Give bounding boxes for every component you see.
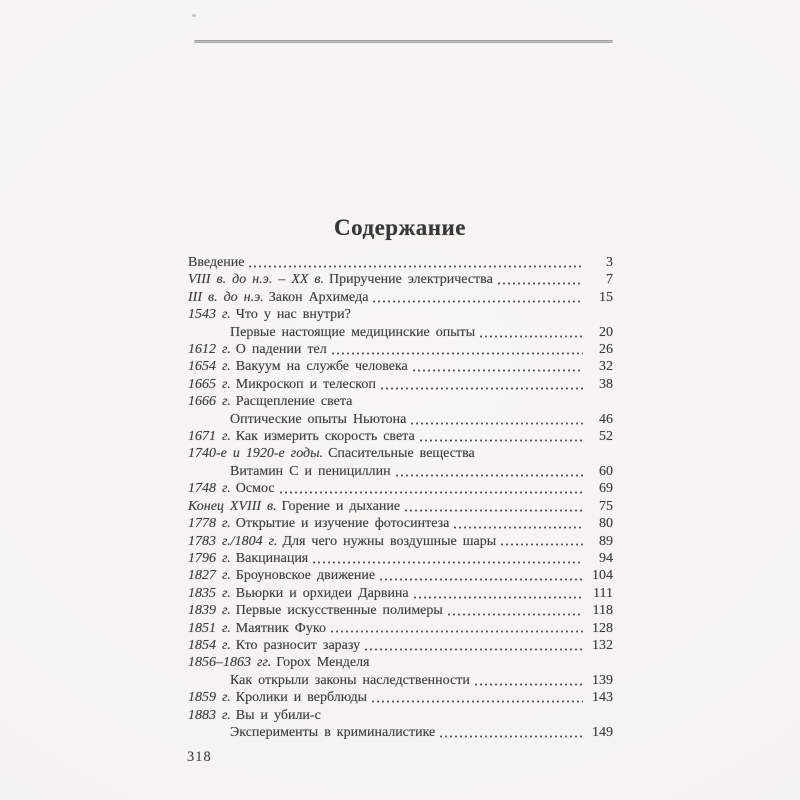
- toc-entry: [188, 341, 613, 358]
- toc-entry: [188, 637, 613, 654]
- entry-title: Витамин С и пенициллин: [230, 463, 391, 479]
- entry-title: Приручение электричества: [329, 272, 493, 288]
- dot-leader: [448, 613, 583, 616]
- toc-entry: [188, 358, 613, 375]
- entry-label: [188, 498, 400, 515]
- toc-list: [188, 254, 613, 741]
- entry-label: [230, 463, 391, 480]
- entry-label: [188, 515, 449, 532]
- entry-page-number: 20: [599, 324, 613, 340]
- entry-title: Кто разносит заразу: [235, 637, 361, 653]
- dot-leader: [440, 735, 583, 738]
- entry-title: Открытие и изучение фотосинтеза: [235, 516, 450, 532]
- dot-leader: [380, 578, 583, 581]
- toc-entry: [188, 411, 613, 428]
- entry-title: Что у нас внутри?: [235, 307, 351, 323]
- entry-label: [188, 567, 375, 584]
- entry-page-number: 69: [599, 481, 613, 497]
- toc-entry: [188, 620, 613, 637]
- entry-title: Введение: [188, 255, 245, 270]
- entry-date-prefix: 1665 г.: [188, 376, 231, 392]
- entry-title: Горох Менделя: [276, 655, 370, 671]
- toc-entry: [188, 689, 613, 706]
- entry-title: Первые настоящие медицинские опыты: [230, 324, 476, 340]
- entry-label: [230, 724, 435, 741]
- entry-label: [188, 480, 275, 497]
- entry-label: [188, 550, 308, 567]
- entry-page-number: 94: [599, 550, 613, 566]
- toc-entry: [188, 324, 613, 341]
- entry-page-number: 46: [599, 411, 613, 427]
- entry-title: Расщепление света: [235, 394, 353, 410]
- toc-entry: [188, 724, 613, 741]
- toc-entry: [188, 672, 613, 689]
- dot-leader: [498, 282, 583, 285]
- entry-date-prefix: 1740-е и 1920-е годы.: [188, 446, 324, 462]
- dot-leader: [413, 369, 583, 372]
- toc-entry: [188, 428, 613, 445]
- entry-label: [188, 689, 367, 706]
- dot-leader: [313, 561, 583, 564]
- entry-title: Вакуум на службе человека: [235, 359, 408, 375]
- dot-leader: [414, 596, 583, 599]
- toc-entry: [188, 445, 613, 462]
- dot-leader: [373, 300, 583, 303]
- toc-entry: [188, 654, 613, 671]
- entry-date-prefix: 1612 г.: [188, 342, 231, 358]
- dot-leader: [280, 491, 583, 494]
- dot-leader: [480, 335, 583, 338]
- entry-page-number: 118: [592, 603, 613, 619]
- dot-leader: [475, 683, 583, 686]
- entry-label: [188, 341, 327, 358]
- entry-title: Для чего нужны воздушные шары: [282, 533, 497, 549]
- entry-label: [188, 306, 351, 323]
- entry-title: О падении тел: [235, 342, 327, 358]
- entry-label: [230, 324, 475, 341]
- toc-entry: [188, 393, 613, 410]
- entry-page-number: 7: [606, 272, 613, 288]
- toc-entry: [188, 376, 613, 393]
- dot-leader: [381, 387, 583, 390]
- entry-date-prefix: 1859 г.: [188, 690, 231, 706]
- entry-date-prefix: 1543 г.: [188, 307, 231, 323]
- entry-page-number: 75: [599, 498, 613, 514]
- entry-page-number: 128: [592, 620, 613, 636]
- entry-title: Броуновское движение: [235, 568, 376, 584]
- entry-date-prefix: Конец XVIII в.: [188, 498, 277, 514]
- entry-label: [188, 376, 376, 393]
- scan-speck: [192, 14, 196, 17]
- entry-date-prefix: 1851 г.: [188, 620, 231, 636]
- toc-entry: [188, 602, 613, 619]
- entry-page-number: 132: [592, 637, 613, 653]
- entry-page-number: 15: [599, 289, 613, 305]
- entry-label: [188, 254, 244, 271]
- entry-title: Эксперименты в криминалистике: [230, 724, 436, 740]
- toc-entry: [188, 515, 613, 532]
- entry-date-prefix: III в. до н.э.: [188, 289, 264, 305]
- entry-label: [188, 271, 493, 288]
- dot-leader: [365, 648, 583, 651]
- entry-title: Осмос: [235, 481, 275, 497]
- entry-page-number: 3: [606, 255, 613, 270]
- dot-leader: [454, 526, 583, 529]
- entry-title: Спасительные вещества: [328, 446, 475, 462]
- entry-label: [188, 654, 370, 671]
- dot-leader: [396, 474, 583, 477]
- toc-entry: [188, 306, 613, 323]
- toc-entry: [188, 533, 613, 550]
- entry-page-number: 143: [592, 690, 613, 706]
- entry-title: Вьюрки и орхидеи Дарвина: [235, 585, 409, 601]
- entry-title: Первые искусственные полимеры: [235, 603, 443, 619]
- entry-label: [188, 445, 475, 462]
- entry-label: [188, 289, 368, 306]
- toc-entry: [188, 707, 613, 724]
- entry-date-prefix: 1854 г.: [188, 637, 231, 653]
- entry-date-prefix: 1856–1863 гг.: [188, 655, 272, 671]
- entry-date-prefix: 1778 г.: [188, 516, 231, 532]
- dot-leader: [420, 439, 583, 442]
- entry-date-prefix: 1783 г./1804 г.: [188, 533, 278, 549]
- entry-date-prefix: VIII в. до н.э. – XX в.: [188, 272, 324, 288]
- toc-title: Содержание: [334, 215, 466, 240]
- entry-title: Как открыли законы наследственности: [230, 672, 470, 688]
- toc-entry: [188, 567, 613, 584]
- entry-page-number: 149: [592, 724, 613, 740]
- dot-leader: [501, 543, 583, 546]
- entry-label: [188, 393, 352, 410]
- entry-label: [188, 358, 408, 375]
- top-rule: [194, 40, 613, 43]
- entry-label: [230, 672, 470, 689]
- entry-date-prefix: 1796 г.: [188, 550, 231, 566]
- entry-date-prefix: 1883 г.: [188, 707, 231, 723]
- entry-page-number: 104: [592, 568, 613, 584]
- entry-page-number: 32: [599, 359, 613, 375]
- entry-date-prefix: 1654 г.: [188, 359, 231, 375]
- entry-title: Вакцинация: [235, 550, 309, 566]
- entry-date-prefix: 1748 г.: [188, 481, 231, 497]
- entry-title: Как измерить скорость света: [235, 429, 415, 445]
- entry-date-prefix: 1835 г.: [188, 585, 231, 601]
- entry-label: [188, 620, 326, 637]
- entry-label: [188, 428, 415, 445]
- entry-date-prefix: 1827 г.: [188, 568, 231, 584]
- page-folio: 318: [187, 749, 212, 765]
- entry-title: Кролики и верблюды: [235, 690, 367, 706]
- entry-page-number: 60: [599, 463, 613, 479]
- entry-title: Микроскоп и телескоп: [235, 376, 376, 392]
- entry-label: [188, 707, 321, 724]
- entry-page-number: 52: [599, 429, 613, 445]
- toc-entry: [188, 463, 613, 480]
- toc-entry: [188, 585, 613, 602]
- dot-leader: [405, 509, 583, 512]
- dot-leader: [372, 700, 583, 703]
- entry-page-number: 139: [592, 672, 613, 688]
- entry-title: Маятник Фуко: [235, 620, 326, 636]
- entry-page-number: 38: [599, 376, 613, 392]
- dot-leader: [249, 265, 583, 268]
- toc-entry: [188, 254, 613, 271]
- entry-title: Закон Архимеда: [268, 289, 369, 305]
- entry-title: Вы и убили-с: [235, 707, 321, 723]
- entry-page-number: 89: [599, 533, 613, 549]
- entry-page-number: 80: [599, 516, 613, 532]
- entry-label: [188, 585, 409, 602]
- entry-page-number: 26: [599, 342, 613, 358]
- entry-label: [230, 411, 406, 428]
- entry-title: Оптические опыты Ньютона: [230, 411, 407, 427]
- toc-entry: [188, 271, 613, 288]
- entry-date-prefix: 1666 г.: [188, 394, 231, 410]
- dot-leader: [411, 422, 583, 425]
- entry-page-number: 111: [593, 585, 613, 601]
- toc-entry: [188, 289, 613, 306]
- entry-title: Горение и дыхание: [281, 498, 401, 514]
- entry-label: [188, 533, 496, 550]
- dot-leader: [332, 352, 583, 355]
- toc-entry: [188, 480, 613, 497]
- entry-label: [188, 637, 360, 654]
- toc-entry: [188, 498, 613, 515]
- entry-label: [188, 602, 443, 619]
- dot-leader: [331, 630, 583, 633]
- toc-entry: [188, 550, 613, 567]
- entry-date-prefix: 1671 г.: [188, 429, 231, 445]
- entry-date-prefix: 1839 г.: [188, 603, 231, 619]
